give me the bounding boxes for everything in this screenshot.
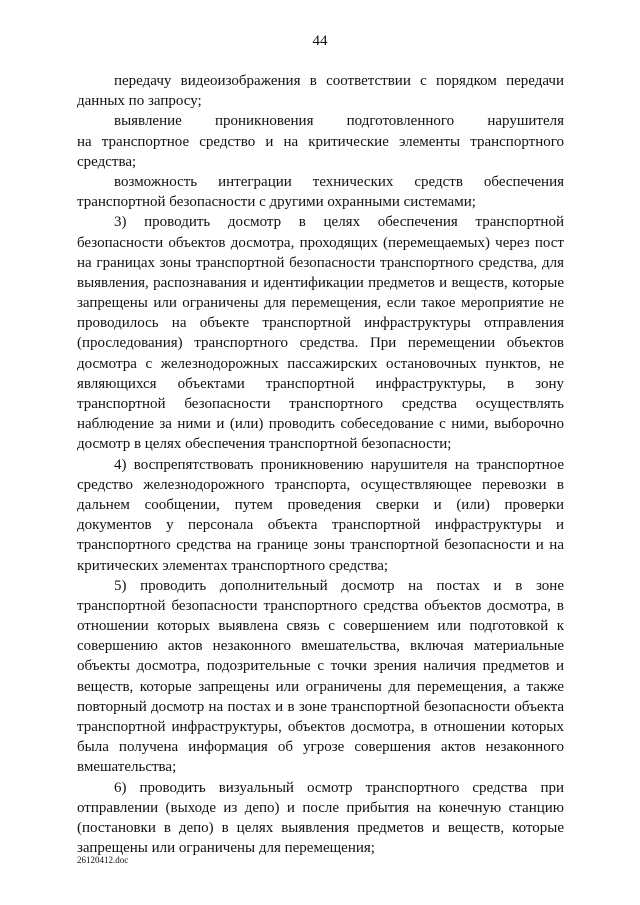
footer-filename: 26120412.doc: [77, 855, 129, 865]
text-line: проводилось на объекте транспортной инфраструктуры отправления: [77, 315, 564, 332]
text-line: выявление проникновения подготовленного нарушителя: [114, 113, 564, 130]
text-line: транспортной безопасности с другими охранными системами;: [77, 194, 476, 211]
text-line: на транспортное средство и на критические элементы транспортного: [77, 133, 564, 150]
text-line: передачу видеоизображения в соответствии с порядком передачи: [114, 73, 564, 89]
text-line: безопасности объектов досмотра, проходящих (перемещаемых) через пост: [77, 234, 564, 251]
text-line: объекты досмотра, подозрительные с точки зрения наличия предметов и: [77, 658, 564, 675]
text-line: средство железнодорожного транспорта, осуществляющее перевозки в: [77, 476, 564, 493]
text-line: досмотра с железнодорожных пассажирских остановочных пунктов, не: [77, 355, 564, 372]
text-line: наблюдение за ними и (или) проводить собеседование с ними, выборочно: [77, 416, 564, 433]
text-line: являющихся объектами транспортной инфраструктуры, в зону: [77, 375, 564, 392]
text-line: транспортной безопасности транспортного средства объектов досмотра, в: [77, 597, 564, 614]
text-line: вмешательства;: [77, 759, 177, 776]
text-line: повторный досмотр на постах и в зоне транспортной безопасности объекта: [77, 698, 564, 715]
text-line: 4) воспрепятствовать проникновению нарушителя на транспортное: [114, 456, 564, 473]
text-line: транспортной безопасности транспортного средства осуществлять: [77, 396, 564, 412]
text-line: 3) проводить досмотр в целях обеспечения транспортной: [114, 214, 564, 231]
page-number: 44: [312, 33, 328, 49]
text-line: (постановки в депо) в целях выявления предметов и веществ, которые: [77, 819, 564, 836]
text-line: транспортного средства на границе зоны транспортной безопасности и на: [77, 537, 564, 554]
text-line: транспортной инфраструктуры, объектов досмотра, в отношении которых: [77, 719, 564, 735]
text-line: 5) проводить дополнительный досмотр на постах и в зоне: [114, 577, 564, 594]
text-line: веществ, которые запрещены или ограничены для перемещения, а также: [77, 678, 564, 695]
document-body: [77, 71, 564, 858]
text-line: (проследования) транспортного средства. При перемещении объектов: [77, 335, 564, 352]
text-line: отношении которых выявлена связь с совершением или подготовкой к: [77, 618, 564, 635]
text-line: документов у персонала объекта транспортной инфраструктуры и: [77, 517, 564, 534]
text-line: средства;: [77, 153, 137, 170]
text-line: дальнем сообщении, путем проведения сверки и (или) проверки: [77, 496, 564, 513]
text-line: 6) проводить визуальный осмотр транспортного средства при: [114, 779, 564, 796]
text-line: отправлении (выходе из депо) и после прибытия на конечную станцию: [77, 799, 564, 816]
text-line: запрещены или ограничены для перемещения, если такое мероприятие не: [77, 295, 564, 312]
text-line: совершению актов незаконного вмешательства, включая материальные: [77, 638, 564, 655]
text-line: досмотр в целях обеспечения транспортной безопасности;: [77, 436, 452, 453]
text-line: была получена информация об угрозе совершения актов незаконного: [77, 739, 564, 756]
text-line: на границах зоны транспортной безопасности транспортного средства, для: [77, 254, 564, 271]
text-line: выявления, распознавания и идентификации предметов и веществ, которые: [77, 274, 564, 291]
text-line: запрещены или ограничены для перемещения;: [77, 840, 375, 857]
text-line: данных по запросу;: [77, 93, 202, 110]
text-line: критических элементах транспортного средства;: [77, 557, 389, 574]
text-line: возможность интеграции технических средств обеспечения: [114, 173, 564, 190]
